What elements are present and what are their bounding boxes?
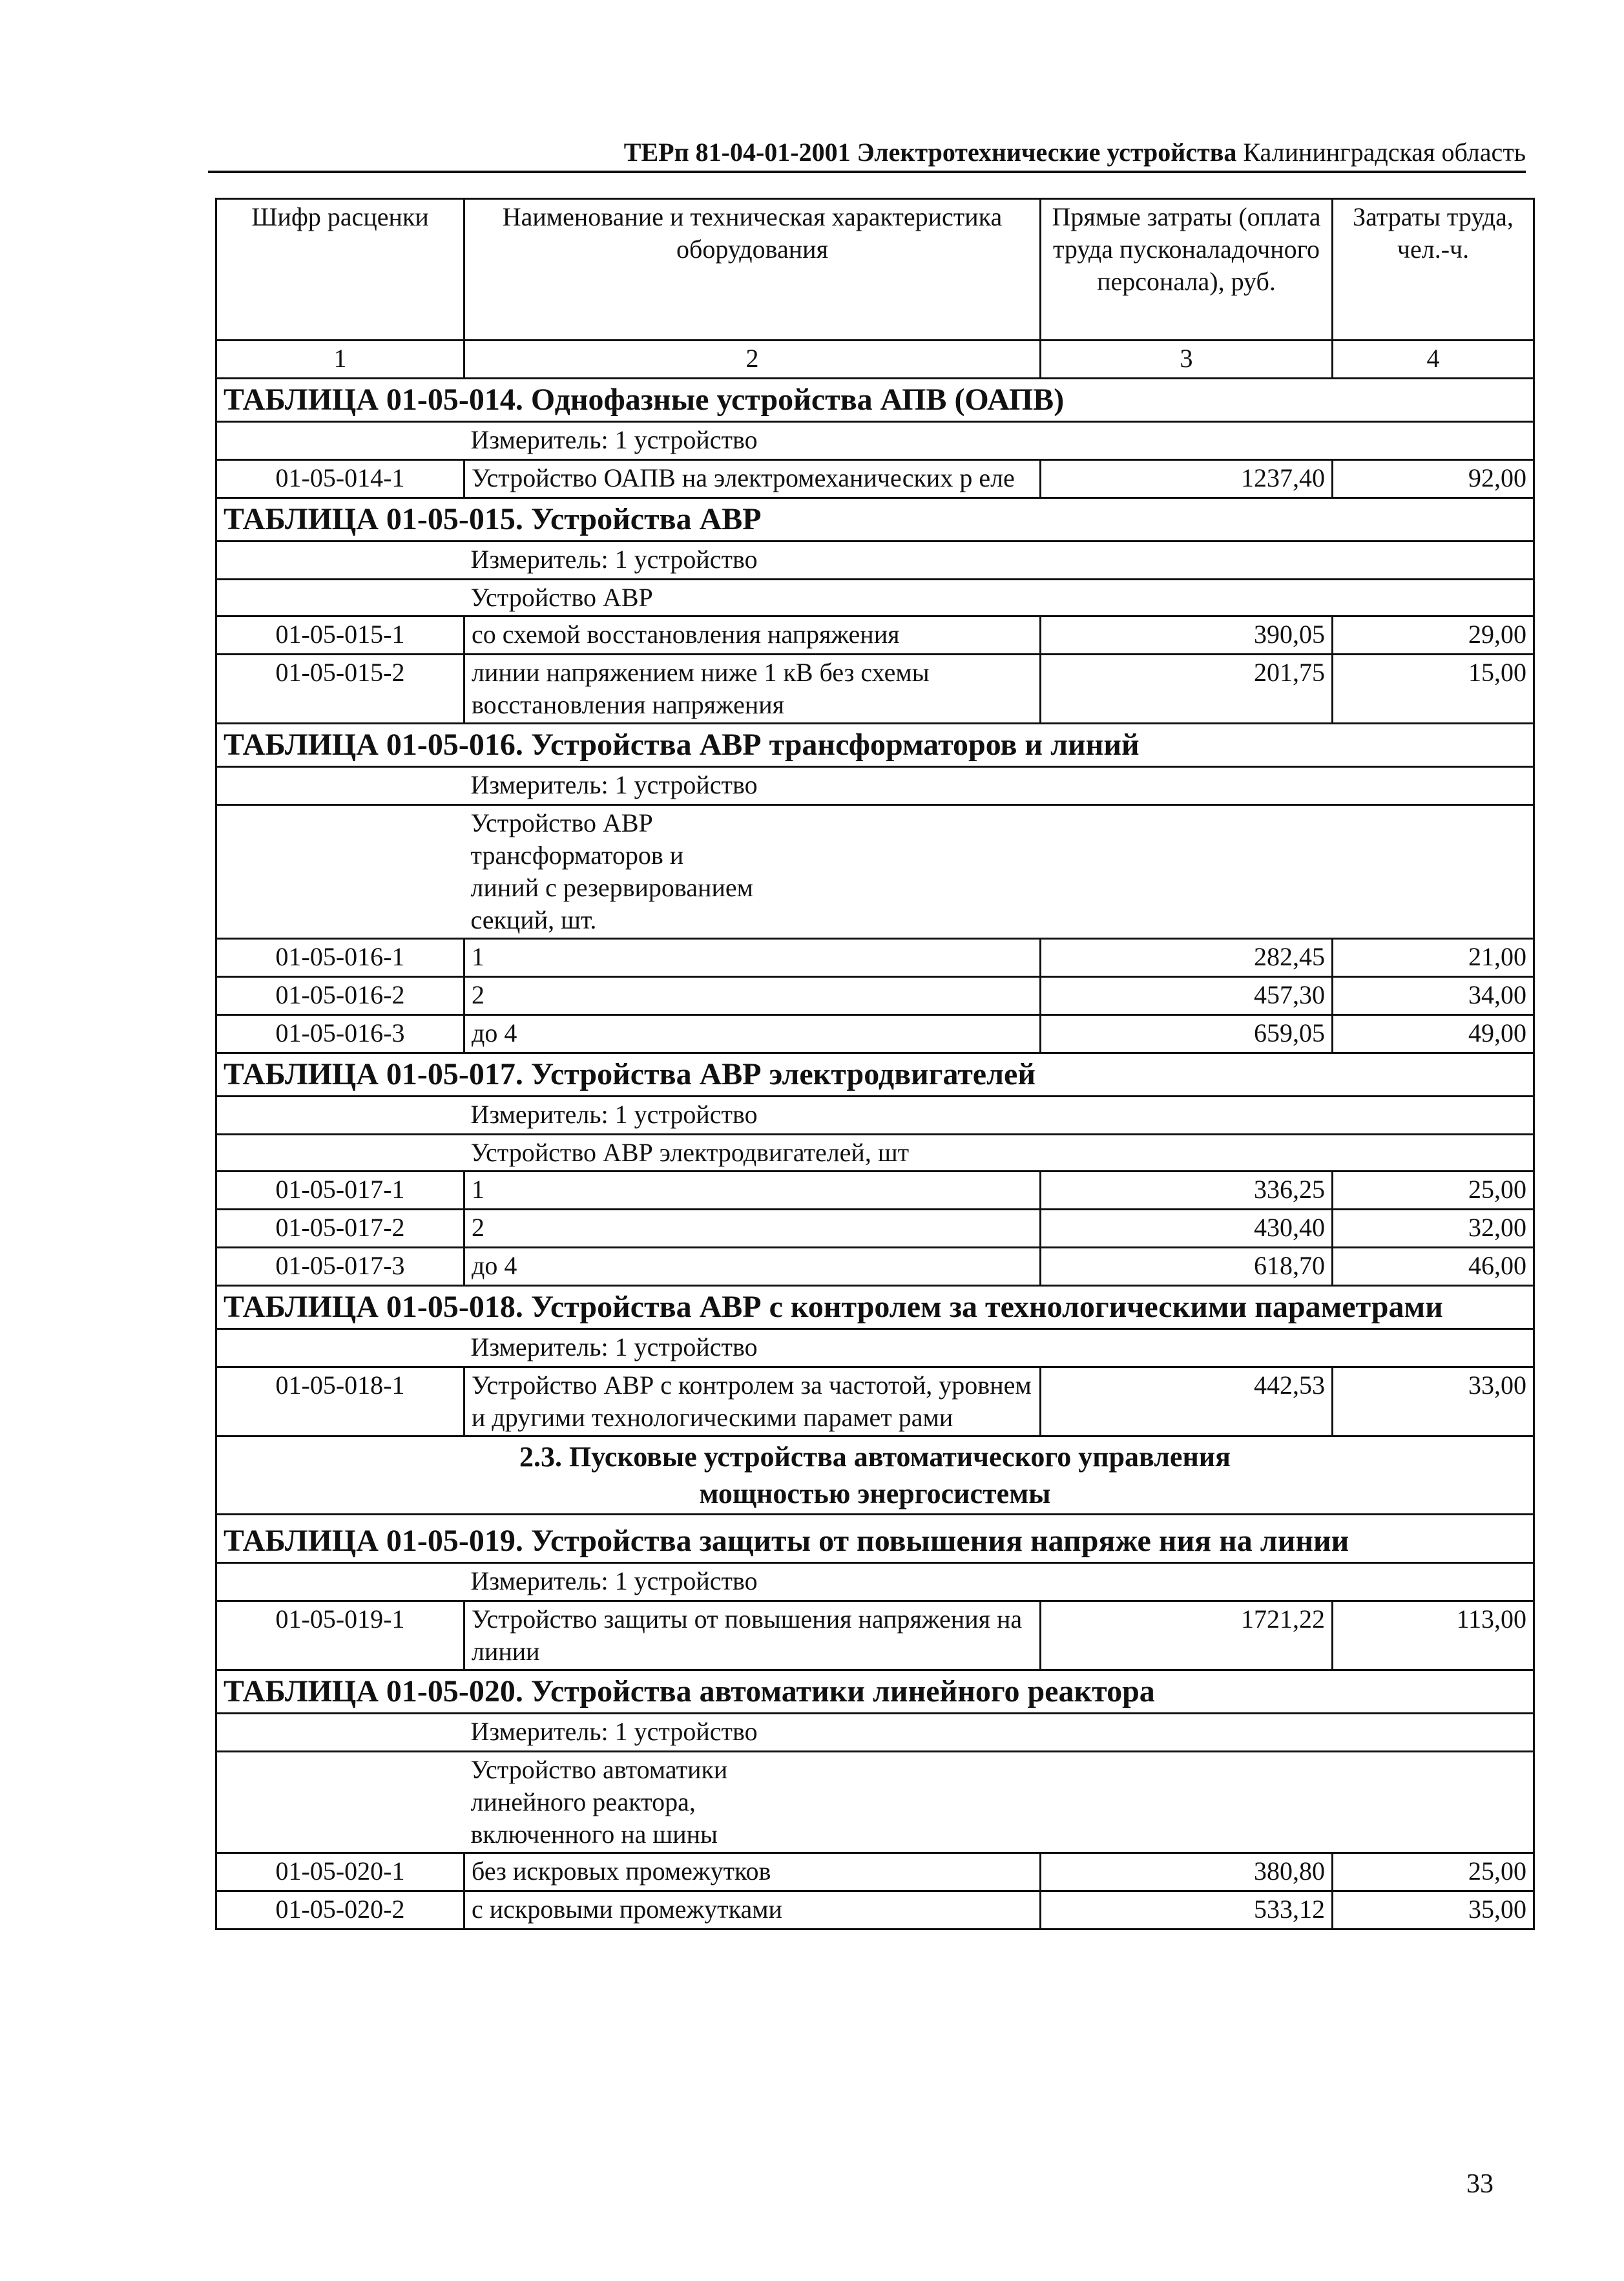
rate-cost: 380,80 (1041, 1853, 1333, 1891)
table-row (216, 1891, 1534, 1929)
col-header-name: Наименование и техническая характеристика оборудования (464, 199, 1041, 341)
table-row (216, 1853, 1534, 1891)
rate-cost: 533,12 (1041, 1891, 1333, 1929)
rate-name: до 4 (464, 1248, 1041, 1286)
rate-labor: 92,00 (1333, 460, 1534, 498)
measure-018: Измеритель: 1 устройство (464, 1329, 1534, 1367)
rate-name: Устройство защиты от повышения напряжения на линии (464, 1601, 1041, 1670)
rate-name: 1 (464, 1172, 1041, 1210)
table-title-018: ТАБЛИЦА 01-05-018. Устройства АВР с контролем за технологическими параметрами (216, 1286, 1534, 1329)
rate-name: со схемой восстановления напряжения (464, 616, 1041, 655)
rate-labor: 34,00 (1333, 977, 1534, 1015)
rate-code: 01-05-015-1 (216, 616, 464, 655)
table-row (216, 655, 1534, 724)
rate-name: до 4 (464, 1015, 1041, 1053)
page-number: 33 (1466, 2169, 1494, 2199)
rate-name: 2 (464, 977, 1041, 1015)
rate-name: 2 (464, 1210, 1041, 1248)
table-row (216, 1248, 1534, 1286)
group-label-016: Устройство АВР трансформаторов и линий с резервированием секций, шт. (464, 805, 1534, 939)
measure-019: Измеритель: 1 устройство (464, 1563, 1534, 1601)
rate-cost: 1237,40 (1041, 460, 1333, 498)
measure-017: Измеритель: 1 устройство (464, 1097, 1534, 1135)
measure-015: Измеритель: 1 устройство (464, 541, 1534, 580)
rate-code: 01-05-017-2 (216, 1210, 464, 1248)
col-header-code: Шифр расценки (216, 199, 464, 341)
table-title-019: ТАБЛИЦА 01-05-019. Устройства защиты от повышения напряже ния на линии (216, 1515, 1534, 1563)
col-header-cost: Прямые затраты (оплата труда пусконаладочного персонала), руб. (1041, 199, 1333, 341)
rate-labor: 49,00 (1333, 1015, 1534, 1053)
column-number-row (216, 341, 1534, 379)
rate-name: 1 (464, 939, 1041, 977)
col-number-2: 2 (464, 341, 1041, 379)
rate-labor: 32,00 (1333, 1210, 1534, 1248)
rate-labor: 25,00 (1333, 1853, 1534, 1891)
rate-labor: 25,00 (1333, 1172, 1534, 1210)
rate-code: 01-05-020-2 (216, 1891, 464, 1929)
rate-cost: 390,05 (1041, 616, 1333, 655)
rate-name: без искровых промежутков (464, 1853, 1041, 1891)
rate-cost: 282,45 (1041, 939, 1333, 977)
rate-cost: 430,40 (1041, 1210, 1333, 1248)
table-title-017: ТАБЛИЦА 01-05-017. Устройства АВР электродвигателей (216, 1053, 1534, 1097)
rate-cost: 659,05 (1041, 1015, 1333, 1053)
table-title-020: ТАБЛИЦА 01-05-020. Устройства автоматики линейного реактора (216, 1670, 1534, 1714)
table-row (216, 977, 1534, 1015)
rate-cost: 618,70 (1041, 1248, 1333, 1286)
rate-labor: 21,00 (1333, 939, 1534, 977)
header-region: Калининградская область (1243, 138, 1526, 167)
col-number-1: 1 (216, 341, 464, 379)
header-doc-title: ТЕРп 81-04-01-2001 Электротехнические устройства (623, 138, 1237, 167)
rate-labor: 113,00 (1333, 1601, 1534, 1670)
rate-code: 01-05-016-2 (216, 977, 464, 1015)
rate-code: 01-05-017-3 (216, 1248, 464, 1286)
running-header (208, 137, 1526, 167)
section-heading (216, 1436, 1534, 1515)
measure-020: Измеритель: 1 устройство (464, 1714, 1534, 1752)
rate-name: Устройство АВР с контролем за частотой, уровнем и другими технологическими парамет рами (464, 1367, 1041, 1436)
table-row (216, 1015, 1534, 1053)
col-header-labor: Затраты труда, чел.-ч. (1333, 199, 1534, 341)
column-header-row (216, 199, 1534, 341)
rate-labor: 46,00 (1333, 1248, 1534, 1286)
rates-table (215, 198, 1535, 1930)
table-title-016: ТАБЛИЦА 01-05-016. Устройства АВР трансформаторов и линий (216, 724, 1534, 767)
rate-code: 01-05-017-1 (216, 1172, 464, 1210)
rate-code: 01-05-020-1 (216, 1853, 464, 1891)
rate-cost: 457,30 (1041, 977, 1333, 1015)
section-heading-line1: 2.3. Пусковые устройства автоматического управления (519, 1441, 1231, 1473)
rate-code: 01-05-019-1 (216, 1601, 464, 1670)
rate-code: 01-05-015-2 (216, 655, 464, 724)
rate-code: 01-05-016-3 (216, 1015, 464, 1053)
table-row (216, 1367, 1534, 1436)
table-row (216, 616, 1534, 655)
col-number-3: 3 (1041, 341, 1333, 379)
rate-code: 01-05-014-1 (216, 460, 464, 498)
rate-labor: 33,00 (1333, 1367, 1534, 1436)
rate-cost: 201,75 (1041, 655, 1333, 724)
rate-name: Устройство ОАПВ на электромеханических р еле (464, 460, 1041, 498)
rate-code: 01-05-018-1 (216, 1367, 464, 1436)
table-row (216, 460, 1534, 498)
table-title-014: ТАБЛИЦА 01-05-014. Однофазные устройства АПВ (ОАПВ) (216, 379, 1534, 422)
group-label-017: Устройство АВР электродвигателей, шт (464, 1135, 1534, 1172)
rate-cost: 442,53 (1041, 1367, 1333, 1436)
measure-016: Измеритель: 1 устройство (464, 767, 1534, 805)
table-title-015: ТАБЛИЦА 01-05-015. Устройства АВР (216, 498, 1534, 541)
table-row (216, 1210, 1534, 1248)
rate-labor: 29,00 (1333, 616, 1534, 655)
measure-014: Измеритель: 1 устройство (464, 422, 1534, 460)
header-rule (208, 171, 1526, 173)
rate-name: с искровыми промежутками (464, 1891, 1041, 1929)
table-row (216, 1172, 1534, 1210)
rate-name: линии напряжением ниже 1 кВ без схемы восстановления напряжения (464, 655, 1041, 724)
rate-code: 01-05-016-1 (216, 939, 464, 977)
rate-labor: 35,00 (1333, 1891, 1534, 1929)
table-row (216, 939, 1534, 977)
col-number-4: 4 (1333, 341, 1534, 379)
rate-labor: 15,00 (1333, 655, 1534, 724)
section-heading-line2: мощностью энергосистемы (699, 1478, 1051, 1510)
group-label-015: Устройство АВР (464, 580, 1534, 616)
table-row (216, 1601, 1534, 1670)
rate-cost: 336,25 (1041, 1172, 1333, 1210)
group-label-020: Устройство автоматики линейного реактора, включенного на шины (464, 1752, 1534, 1853)
rate-cost: 1721,22 (1041, 1601, 1333, 1670)
